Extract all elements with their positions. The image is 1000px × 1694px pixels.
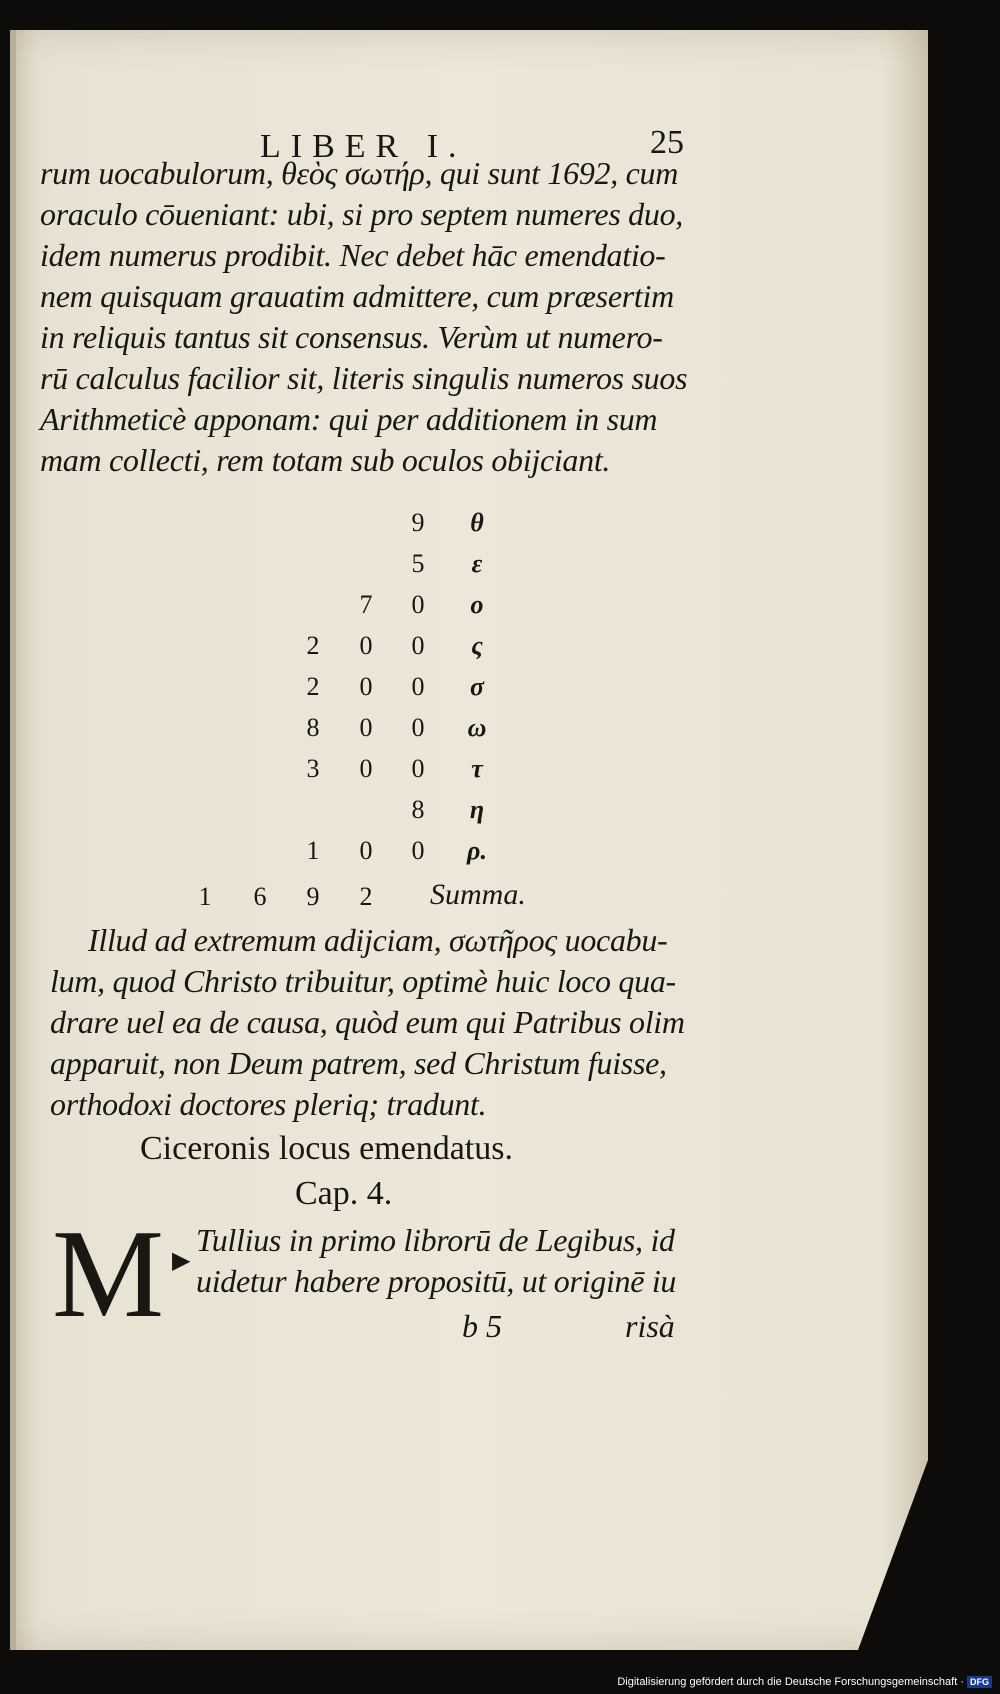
- digit: 0: [411, 836, 425, 865]
- digit: 0: [359, 713, 373, 742]
- text-line: drare uel ea de causa, quòd eum qui Patribus olim: [50, 1004, 685, 1040]
- text-line: Tullius in primo librorū de Legibus, id: [196, 1222, 675, 1258]
- digit: 1: [198, 882, 212, 911]
- text-line: orthodoxi doctores pleriq; tradunt.: [50, 1086, 487, 1122]
- digit: 0: [359, 754, 373, 783]
- digit: 0: [411, 590, 425, 619]
- digit: 2: [306, 672, 320, 701]
- dfg-logo: DFG: [967, 1676, 992, 1688]
- numeral-row: [0, 836, 1000, 872]
- greek-letter: σ: [469, 672, 484, 701]
- text-line: lum, quod Christo tribuitur, optimè huic loco qua-: [50, 963, 676, 999]
- numeral-row: [0, 631, 1000, 667]
- text-line: nem quisquam grauatim admittere, cum præsertim: [40, 278, 674, 314]
- pointer-icon: ▶: [172, 1246, 191, 1274]
- credit-text: Digitalisierung gefördert durch die Deutsche Forschungsgemeinschaft ·: [617, 1676, 964, 1688]
- catchword: risà: [625, 1308, 675, 1344]
- text-line: mam collecti, rem totam sub oculos obijciant.: [40, 442, 611, 478]
- greek-letter: τ: [471, 754, 483, 783]
- digit: 0: [411, 754, 425, 783]
- greek-letter: ρ.: [467, 836, 487, 865]
- digit: 0: [359, 631, 373, 660]
- digit: 8: [411, 795, 425, 824]
- digit: 9: [306, 882, 320, 911]
- torn-corner: [858, 1460, 928, 1650]
- signature-mark: b 5: [462, 1308, 502, 1344]
- digit: 0: [359, 672, 373, 701]
- digit: 8: [306, 713, 320, 742]
- text-line: rū calculus facilior sit, literis singulis numeros suos: [40, 360, 688, 396]
- numeral-row: [0, 795, 1000, 831]
- digit: 6: [253, 882, 267, 911]
- text-line: apparuit, non Deum patrem, sed Christum fuisse,: [50, 1045, 667, 1081]
- running-title: LIBER I.: [260, 128, 467, 165]
- digit: 9: [411, 508, 425, 537]
- digitization-credit: [617, 1676, 992, 1688]
- greek-letter: ο: [470, 590, 484, 619]
- text-line: oraculo cōueniant: ubi, si pro septem numeres duo,: [40, 196, 683, 232]
- digit: 2: [306, 631, 320, 660]
- digit: 0: [411, 713, 425, 742]
- digit: 7: [359, 590, 373, 619]
- sum-label: Summa.: [430, 878, 526, 911]
- text-line: Arithmeticè apponam: qui per additionem in sum: [40, 401, 658, 437]
- numeral-row: [0, 590, 1000, 626]
- numeral-row: [0, 713, 1000, 749]
- numeral-row: [0, 508, 1000, 544]
- drop-cap: M: [52, 1205, 165, 1344]
- digit: 0: [411, 631, 425, 660]
- greek-letter: θ: [470, 508, 484, 537]
- text-line: Illud ad extremum adijciam, σωτῆρος uocabu-: [88, 922, 668, 958]
- numeral-row: [0, 549, 1000, 585]
- numeral-row: [0, 672, 1000, 708]
- text-line: in reliquis tantus sit consensus. Verùm ut numero-: [40, 319, 663, 355]
- section-heading: Ciceronis locus emendatus.: [140, 1130, 513, 1167]
- digit: 2: [359, 882, 373, 911]
- digit: 0: [411, 672, 425, 701]
- greek-letter: ω: [467, 713, 487, 742]
- chapter-heading: Cap. 4.: [295, 1175, 393, 1212]
- text-line: rum uocabulorum, θεὸς σωτήρ, qui sunt 1692, cum: [40, 155, 679, 191]
- digit: 0: [359, 836, 373, 865]
- text-line: idem numerus prodibit. Nec debet hāc emendatio-: [40, 237, 666, 273]
- page-number: 25: [650, 124, 684, 161]
- digit: 1: [306, 836, 320, 865]
- greek-letter: ε: [471, 549, 483, 578]
- text-line: uidetur habere propositū, ut originē iu: [196, 1263, 677, 1299]
- greek-letter: ς: [471, 631, 483, 660]
- greek-letter: η: [469, 795, 485, 824]
- digit: 5: [411, 549, 425, 578]
- digit: 3: [306, 754, 320, 783]
- numeral-row: [0, 754, 1000, 790]
